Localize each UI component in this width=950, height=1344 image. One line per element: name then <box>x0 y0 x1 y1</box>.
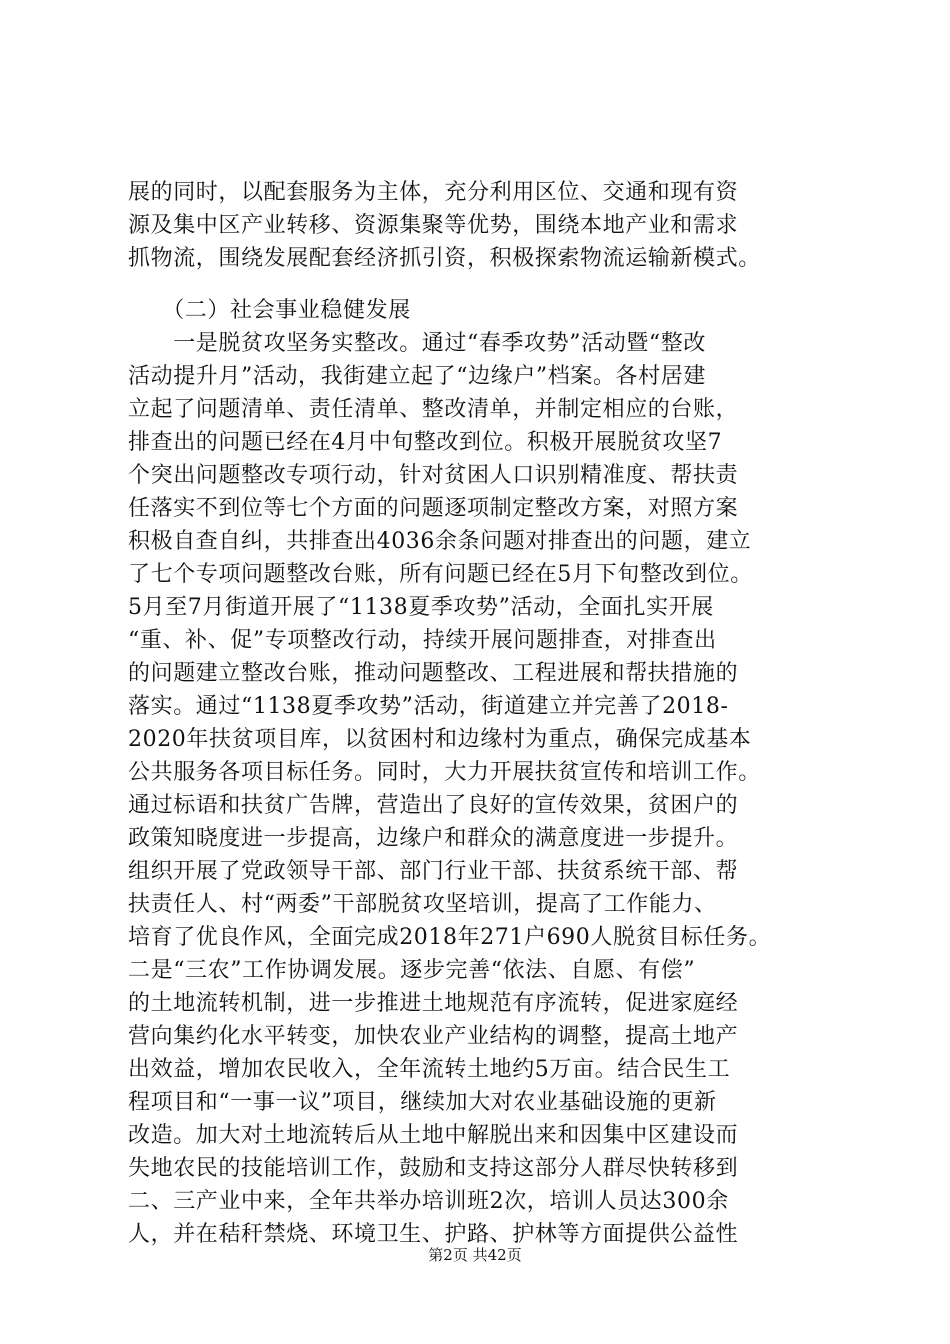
section-heading: （二）社会事业稳健发展 <box>128 298 411 323</box>
text-line: 展的同时，以配套服务为主体，充分利用区位、交通和现有资 <box>128 180 739 205</box>
text-line: 扶责任人、村“两委”干部脱贫攻坚培训，提高了工作能力、 <box>128 892 717 917</box>
text-line: 立起了问题清单、责任清单、整改清单，并制定相应的台账， <box>128 397 739 422</box>
text-line: 失地农民的技能培训工作，鼓励和支持这部分人群尽快转移到 <box>128 1156 739 1181</box>
section-social-development <box>128 294 824 1251</box>
text-line: 二、三产业中来，全年共举办培训班2次，培训人员达300余 <box>128 1189 729 1214</box>
text-line: 抓物流，围绕发展配套经济抓引资，积极探索物流运输新模式。 <box>128 246 761 271</box>
text-line: “重、补、促”专项整改行动，持续开展问题排查，对排查出 <box>128 628 717 653</box>
text-line: 的土地流转机制，进一步推进土地规范有序流转，促进家庭经 <box>128 991 739 1016</box>
text-line: 一是脱贫攻坚务实整改。通过“春季攻势”活动暨“整改 <box>128 331 706 356</box>
text-line: 的问题建立整改台账，推动问题整改、工程进展和帮扶措施的 <box>128 661 739 686</box>
text-line: 源及集中区产业转移、资源集聚等优势，围绕本地产业和需求 <box>128 213 739 238</box>
text-line: 二是“三农”工作协调发展。逐步完善“依法、自愿、有偿” <box>128 958 696 983</box>
text-line: 程项目和“一事一议”项目，继续加大对农业基础设施的更新 <box>128 1090 717 1115</box>
text-line: 积极自查自纠，共排查出4036余条问题对排查出的问题，建立 <box>128 529 752 554</box>
text-line: 2020年扶贫项目库，以贫困村和边缘村为重点，确保完成基本 <box>128 727 752 752</box>
text-line: 公共服务各项目标任务。同时，大力开展扶贫宣传和培训工作。 <box>128 760 761 785</box>
page-number-label: 第2页 共42页 <box>428 1246 522 1264</box>
text-line: 改造。加大对土地流转后从土地中解脱出来和因集中区建设而 <box>128 1123 739 1148</box>
text-line: 组织开展了党政领导干部、部门行业干部、扶贫系统干部、帮 <box>128 859 739 884</box>
text-line: 政策知晓度进一步提高，边缘户和群众的满意度进一步提升。 <box>128 826 739 851</box>
text-line: 活动提升月”活动，我街建立起了“边缘户”档案。各村居建 <box>128 364 706 389</box>
text-line: 了七个专项问题整改台账，所有问题已经在5月下旬整改到位。 <box>128 562 753 587</box>
text-line: 通过标语和扶贫广告牌，营造出了良好的宣传效果，贫困户的 <box>128 793 739 818</box>
text-line: 落实。通过“1138夏季攻势”活动，街道建立并完善了2018- <box>128 694 729 719</box>
text-line: 排查出的问题已经在4月中旬整改到位。积极开展脱贫攻坚7 <box>128 430 723 455</box>
text-line: 5月至7月街道开展了“1138夏季攻势”活动，全面扎实开展 <box>128 595 714 620</box>
text-line: 营向集约化水平转变，加快农业产业结构的调整，提高土地产 <box>128 1024 739 1049</box>
text-line: 出效益，增加农民收入，全年流转土地约5万亩。结合民生工 <box>128 1057 731 1082</box>
text-line: 培育了优良作风，全面完成2018年271户690人脱贫目标任务。 <box>128 925 772 950</box>
page-footer <box>0 1245 950 1265</box>
text-line: 个突出问题整改专项行动，针对贫困人口识别精准度、帮扶责 <box>128 463 739 488</box>
intro-paragraph <box>128 176 824 275</box>
text-line: 人，并在秸秆禁烧、环境卫生、护路、护林等方面提供公益性 <box>128 1222 739 1247</box>
text-line: 任落实不到位等七个方面的问题逐项制定整改方案，对照方案 <box>128 496 739 521</box>
